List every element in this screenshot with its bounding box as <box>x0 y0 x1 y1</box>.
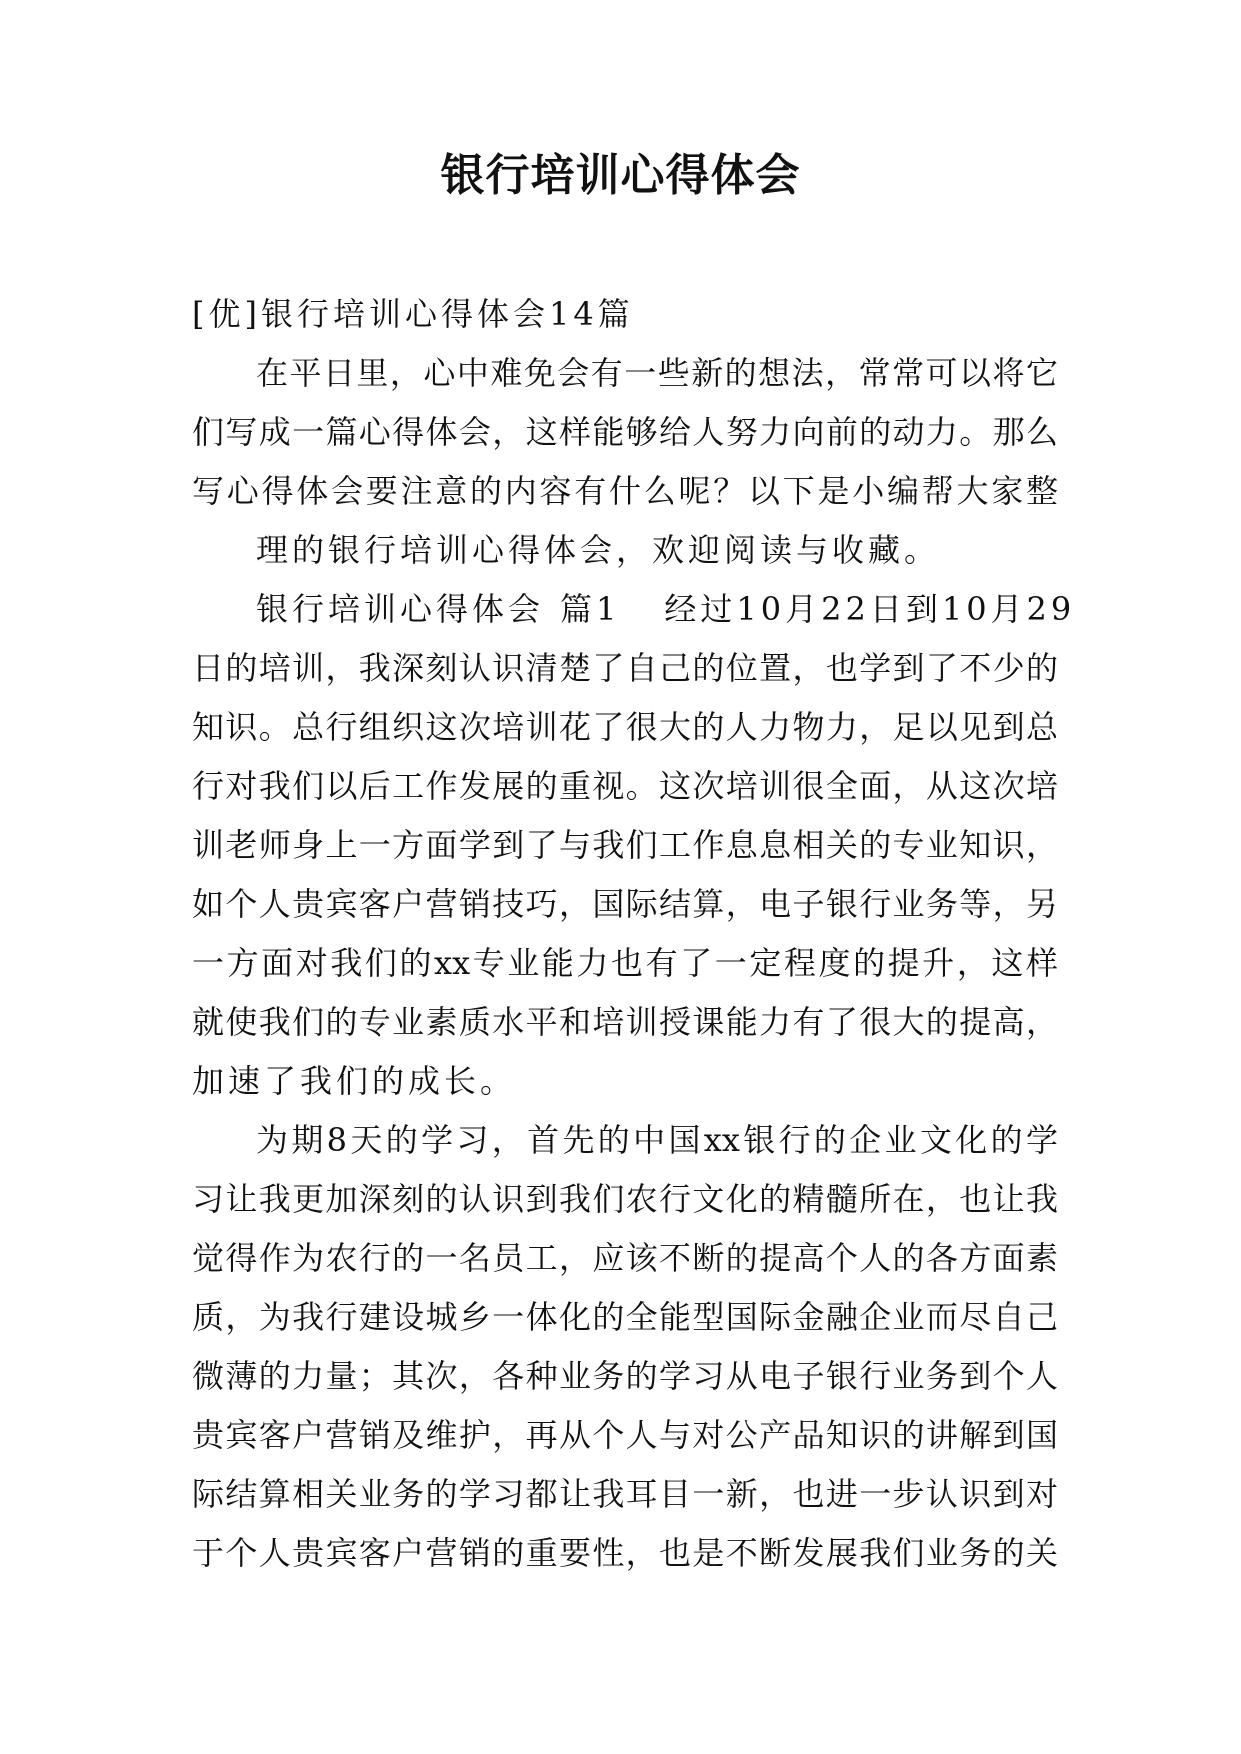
intro-line: 们写成一篇心得体会，这样能够给人努力向前的动力。那么 <box>192 413 1058 451</box>
para2-line: 微薄的力量；其次，各种业务的学习从电子银行业务到个人 <box>192 1357 1058 1395</box>
document-subtitle: [优]银行培训心得体会14篇 <box>192 295 634 333</box>
document-title: 银行培训心得体会 <box>440 150 801 201</box>
section1-label: 篇1 <box>560 590 621 628</box>
para2-line: 为期8天的学习，首先的中国xx银行的企业文化的学 <box>256 1121 1058 1159</box>
para2-line: 于个人贵宾客户营销的重要性，也是不断发展我们业务的关 <box>192 1534 1058 1572</box>
intro-line: 在平日里，心中难免会有一些新的想法，常常可以将它 <box>256 354 1058 392</box>
section1-line: 就使我们的专业素质水平和培训授课能力有了很大的提高， <box>192 1003 1058 1041</box>
section1-line: 加速了我们的成长。 <box>192 1062 517 1100</box>
section1-line: 知识。总行组织这次培训花了很大的人力物力，足以见到总 <box>192 708 1058 746</box>
section1-line: 一方面对我们的xx专业能力也有了一定程度的提升，这样 <box>192 944 1058 982</box>
section1-line: 日的培训，我深刻认识清楚了自己的位置，也学到了不少的 <box>192 649 1058 687</box>
intro-line: 写心得体会要注意的内容有什么呢？以下是小编帮大家整 <box>192 472 1058 510</box>
para2-line: 际结算相关业务的学习都让我耳目一新，也进一步认识到对 <box>192 1475 1058 1513</box>
section1-line: 如个人贵宾客户营销技巧，国际结算，电子银行业务等，另 <box>192 885 1058 923</box>
section1-line: 行对我们以后工作发展的重视。这次培训很全面，从这次培 <box>192 767 1058 805</box>
para2-line: 质，为我行建设城乡一体化的全能型国际金融企业而尽自己 <box>192 1298 1058 1336</box>
section1-heading: 银行培训心得体会 <box>256 590 545 628</box>
para2-line: 觉得作为农行的一名员工，应该不断的提高个人的各方面素 <box>192 1239 1058 1277</box>
document-body <box>192 285 1076 1583</box>
section1-first-line <box>192 580 1076 639</box>
para2-line: 习让我更加深刻的认识到我们农行文化的精髓所在，也让我 <box>192 1180 1058 1218</box>
para2-line: 贵宾客户营销及维护，再从个人与对公产品知识的讲解到国 <box>192 1416 1058 1454</box>
intro-line: 理的银行培训心得体会，欢迎阅读与收藏。 <box>256 531 941 569</box>
section1-line: 训老师身上一方面学到了与我们工作息息相关的专业知识， <box>192 826 1058 864</box>
section1-first-line-text: 经过10月22日到10月29 <box>664 590 1076 628</box>
